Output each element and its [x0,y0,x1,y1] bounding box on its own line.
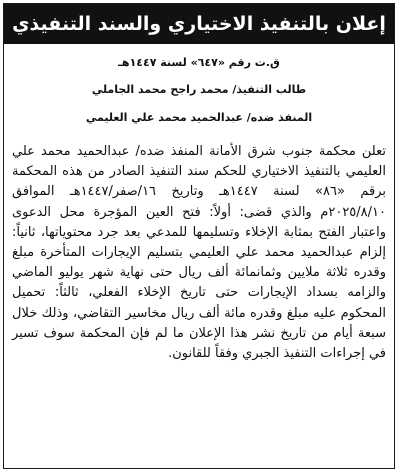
respondent-line: المنفذ ضده/ عبدالحميد محمد علي العليمي [85,111,313,124]
applicant-line: طالب التنفيذ/ محمد راجح محمد الجاملي [91,83,307,96]
notice-title-bar [4,4,394,44]
notice-frame [3,3,395,469]
notice-body [12,142,386,364]
notice-header [4,50,394,132]
notice-title: إعلان بالتنفيذ الاختياري والسند التنفيذي [12,13,386,35]
case-number: ق.ت رقم «٦٤٧» لسنة ١٤٤٧هـ [118,56,280,69]
notice-body-paragraph: تعلن محكمة جنوب شرق الأمانة المنفذ ضده/ عبدالحميد محمد علي العليمي بالتنفيذ الاختياري للحكم سند التنفيذ الصادر من هذه المحكمة برقم «٨٦» لسنة ١٤٤٧هـ وتاريخ ١٦/صفر/١٤٤٧هـ الموافق ٢٠٢٥/٨/١٠م والذي قضى: أولاً: فتح العين المؤجرة محل الدعوى واعتبار الفتح بمثابة الإخلاء وتسليمها للمدعي بعد جرد محتوياتها، ثانياً: إلزام عبدالحميد محمد علي العليمي بتسليم الإيجارات المتأخرة مبلغ وقدره ثلاثة ملايين وثمانمائة ألف ريال حتى نهاية شهر يوليو الماضي والزامه بسداد الإيجارات حتى تاريخ الإخلاء الفعلي، ثالثاً: تحميل المحكوم عليه مبلغ وقدره مائة ألف ريال مخاسير التقاضي، وذلك خلال سبعة أيام من تاريخ نشر هذا الإعلان ما لم فإن المحكمة سوف تسير في إجراءات التنفيذ الجبري وفقاً للقانون. [12,144,387,362]
